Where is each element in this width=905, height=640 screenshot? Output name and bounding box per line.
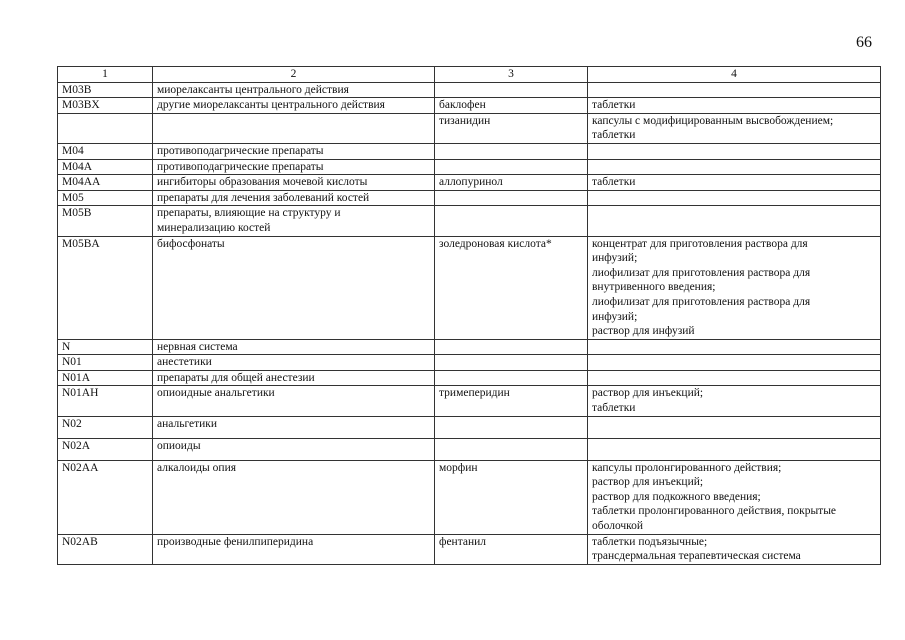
dosage-form [588, 438, 881, 460]
drug-name: аллопуринол [435, 175, 588, 191]
group-name: препараты для лечения заболеваний костей [153, 190, 435, 206]
drug-name: золедроновая кислота* [435, 236, 588, 339]
dosage-form [588, 190, 881, 206]
atc-code: N01AH [58, 386, 153, 416]
dosage-form [588, 143, 881, 159]
header-col-2: 2 [153, 67, 435, 83]
drug-name [435, 206, 588, 236]
drug-name [435, 159, 588, 175]
dosage-form [588, 370, 881, 386]
atc-code: M03B [58, 82, 153, 98]
table-row [58, 339, 881, 355]
dosage-form [588, 206, 881, 236]
drug-name [435, 190, 588, 206]
atc-code: N02AB [58, 534, 153, 564]
atc-code [58, 113, 153, 143]
group-name: другие миорелаксанты центрального действия [153, 98, 435, 114]
group-name: препараты для общей анестезии [153, 370, 435, 386]
table-row [58, 143, 881, 159]
atc-code: N02A [58, 438, 153, 460]
table-row [58, 98, 881, 114]
group-name: препараты, влияющие на структуру и минерализацию костей [153, 206, 435, 236]
group-name: противоподагрические препараты [153, 143, 435, 159]
table-row [58, 206, 881, 236]
dosage-form: капсулы с модифицированным высвобождением; таблетки [588, 113, 881, 143]
atc-code: N [58, 339, 153, 355]
table-row [58, 438, 881, 460]
table-header [58, 67, 881, 83]
table-body [58, 82, 881, 564]
header-col-3: 3 [435, 67, 588, 83]
atc-code: M03BX [58, 98, 153, 114]
dosage-form [588, 355, 881, 371]
atc-code: M04 [58, 143, 153, 159]
group-name: ингибиторы образования мочевой кислоты [153, 175, 435, 191]
dosage-form [588, 416, 881, 438]
dosage-form: таблетки [588, 98, 881, 114]
header-row [58, 67, 881, 83]
group-name: анальгетики [153, 416, 435, 438]
page-number: 66 [856, 34, 872, 51]
atc-code: N01A [58, 370, 153, 386]
drug-name [435, 355, 588, 371]
drug-name: баклофен [435, 98, 588, 114]
dosage-form [588, 82, 881, 98]
header-col-4: 4 [588, 67, 881, 83]
table-row [58, 82, 881, 98]
dosage-form [588, 339, 881, 355]
atc-code: N02AA [58, 460, 153, 534]
drug-table [57, 66, 881, 565]
table-row [58, 460, 881, 534]
atc-code: N01 [58, 355, 153, 371]
drug-name: фентанил [435, 534, 588, 564]
atc-code: M05B [58, 206, 153, 236]
table-row [58, 159, 881, 175]
dosage-form: раствор для инъекций; таблетки [588, 386, 881, 416]
group-name: опиоиды [153, 438, 435, 460]
drug-name [435, 370, 588, 386]
atc-code: M05 [58, 190, 153, 206]
drug-name: морфин [435, 460, 588, 534]
group-name: алкалоиды опия [153, 460, 435, 534]
drug-name [435, 82, 588, 98]
table-row [58, 416, 881, 438]
drug-name [435, 143, 588, 159]
table-row [58, 355, 881, 371]
dosage-form: концентрат для приготовления раствора для инфузий; лиофилизат для приготовления раствора для внутривенного введения; лиофилизат для приготовления раствора для инфузий; раствор для инфузий [588, 236, 881, 339]
group-name: опиоидные анальгетики [153, 386, 435, 416]
dosage-form: таблетки подъязычные; трансдермальная терапевтическая система [588, 534, 881, 564]
group-name: бифосфонаты [153, 236, 435, 339]
drug-name: тизанидин [435, 113, 588, 143]
drug-name [435, 438, 588, 460]
dosage-form: таблетки [588, 175, 881, 191]
drug-name [435, 416, 588, 438]
dosage-form: капсулы пролонгированного действия; раствор для инъекций; раствор для подкожного введения; таблетки пролонгированного действия, покрытые оболочкой [588, 460, 881, 534]
dosage-form [588, 159, 881, 175]
table-row [58, 175, 881, 191]
atc-code: M04A [58, 159, 153, 175]
atc-code: N02 [58, 416, 153, 438]
group-name [153, 113, 435, 143]
atc-code: M04AA [58, 175, 153, 191]
table-row [58, 236, 881, 339]
table-row [58, 190, 881, 206]
group-name: анестетики [153, 355, 435, 371]
table-row [58, 370, 881, 386]
table-row [58, 534, 881, 564]
drug-name: тримеперидин [435, 386, 588, 416]
group-name: миорелаксанты центрального действия [153, 82, 435, 98]
group-name: противоподагрические препараты [153, 159, 435, 175]
drug-name [435, 339, 588, 355]
group-name: производные фенилпиперидина [153, 534, 435, 564]
group-name: нервная система [153, 339, 435, 355]
atc-code: M05BA [58, 236, 153, 339]
table-row [58, 386, 881, 416]
header-col-1: 1 [58, 67, 153, 83]
table-row [58, 113, 881, 143]
